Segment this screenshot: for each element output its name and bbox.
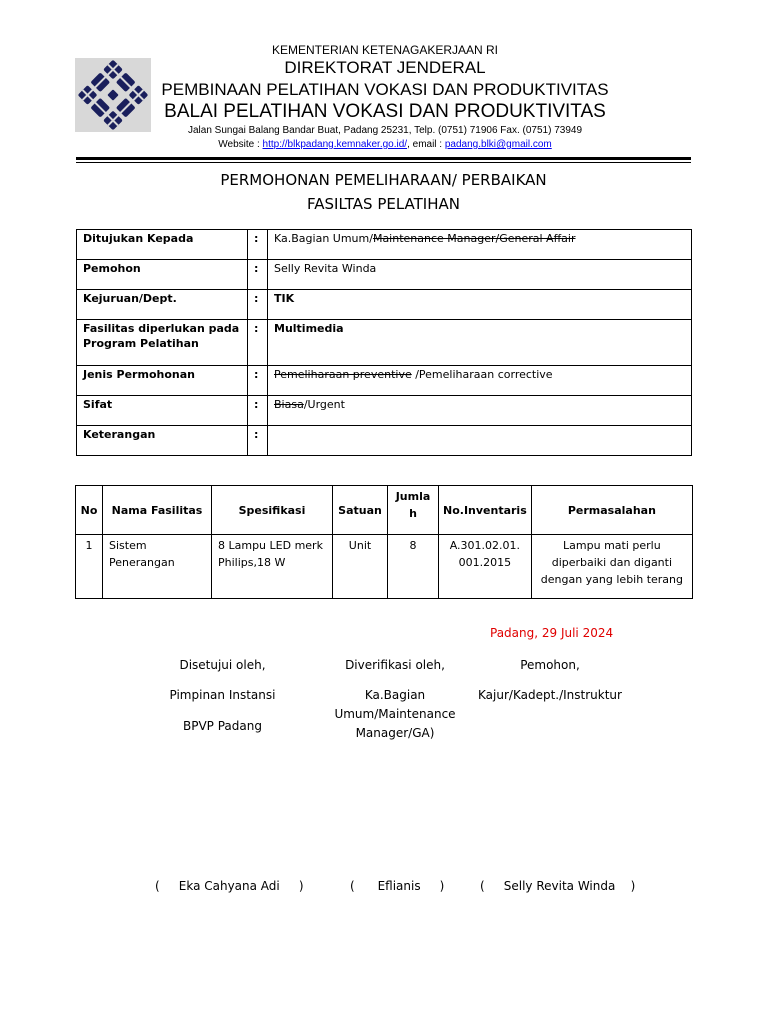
table-row [77, 230, 692, 260]
contact-line [160, 139, 610, 150]
request-info-table [76, 229, 692, 456]
cell-spesifikasi [212, 535, 333, 599]
verifier-position-line3: Manager/GA) [355, 726, 435, 740]
field-value [268, 426, 692, 456]
field-label: Kejuruan/Dept. [77, 290, 248, 320]
label-line: Program Pelatihan [83, 337, 199, 350]
applicant-block [470, 656, 630, 705]
colon: : [248, 230, 268, 260]
applicant-caption: Pemohon, [520, 658, 580, 672]
applicant-position: Kajur/Kadept./Instruktur [478, 688, 622, 702]
approver-block [150, 656, 295, 736]
colon: : [248, 320, 268, 366]
cell-jumlah: 8 [388, 535, 439, 599]
cell-line: 8 Lampu LED merk [218, 539, 323, 552]
directorate-name: DIREKTORAT JENDERAL [284, 58, 486, 77]
column-header: No [76, 486, 103, 535]
header-line: h [409, 507, 417, 520]
column-header: Satuan [333, 486, 388, 535]
struck-value-text: Maintenance Manager/General Affair [372, 232, 576, 245]
table-row [77, 320, 692, 366]
cell-line: 001.2015 [458, 556, 512, 569]
column-header [388, 486, 439, 535]
division-name: PEMBINAAN PELATIHAN VOKASI DAN PRODUKTIVITAS [161, 80, 609, 99]
cell-line: Lampu mati perlu [563, 539, 661, 552]
header-line: Jumla [395, 490, 431, 503]
struck-value-text: Biasa [274, 398, 304, 411]
cell-line: diperbaiki dan diganti [551, 556, 673, 569]
signing-date: Padang, 29 Juli 2024 [490, 626, 614, 640]
column-header: No.Inventaris [439, 486, 532, 535]
cell-line: Sistem [109, 539, 147, 552]
verifier-position: Ka.Bagian [364, 688, 426, 702]
column-header: Nama Fasilitas [103, 486, 212, 535]
table-row [77, 366, 692, 396]
cell-inventaris [439, 535, 532, 599]
table-row [77, 260, 692, 290]
column-header: Spesifikasi [212, 486, 333, 535]
cell-line: A.301.02.01. [449, 539, 521, 552]
field-value [268, 230, 692, 260]
field-value: TIK [268, 290, 692, 320]
table-header-row [76, 486, 693, 535]
column-header: Permasalahan [531, 486, 692, 535]
field-label: Ditujukan Kepada [77, 230, 248, 260]
field-label: Keterangan [77, 426, 248, 456]
label-line: Fasilitas diperlukan pada [83, 322, 240, 335]
field-label: Jenis Permohonan [77, 366, 248, 396]
website-link[interactable]: http://blkpadang.kemnaker.go.id/ [262, 139, 408, 150]
approver-caption: Disetujui oleh, [179, 658, 266, 672]
field-value [268, 396, 692, 426]
field-label: Sifat [77, 396, 248, 426]
kemnaker-logo [75, 58, 151, 132]
colon: : [248, 260, 268, 290]
verifier-caption: Diverifikasi oleh, [345, 658, 445, 672]
verifier-block [315, 656, 475, 743]
field-value: Multimedia [268, 320, 692, 366]
colon: : [248, 396, 268, 426]
email-link[interactable]: padang.blki@gmail.com [444, 139, 552, 150]
colon: : [248, 426, 268, 456]
colon: : [248, 290, 268, 320]
document-subtitle: FASILTAS PELATIHAN [307, 195, 460, 213]
value-text: /Pemeliharaan corrective [411, 368, 553, 381]
approver-unit: BPVP Padang [183, 719, 262, 733]
field-label [77, 320, 248, 366]
email-label: , email : [407, 139, 445, 150]
facilities-table [75, 485, 693, 599]
kemnaker-logo-icon [75, 58, 151, 132]
header-divider-thin [76, 162, 691, 163]
colon: : [248, 366, 268, 396]
applicant-name: ( Selly Revita Winda ) [480, 879, 636, 893]
struck-value-text: Pemeliharaan preventive [274, 368, 412, 381]
document-title: PERMOHONAN PEMELIHARAAN/ PERBAIKAN [220, 171, 547, 189]
cell-line: dengan yang lebih terang [540, 573, 683, 586]
institution-address: Jalan Sungai Balang Bandar Buat, Padang 25231, Telp. (0751) 71906 Fax. (0751) 73949 [188, 125, 582, 136]
cell-nama [103, 535, 212, 599]
table-row [77, 290, 692, 320]
cell-line: Penerangan [109, 556, 175, 569]
cell-no: 1 [76, 535, 103, 599]
approver-position: Pimpinan Instansi [169, 688, 276, 702]
website-label: Website : [218, 139, 263, 150]
verifier-position-line2: Umum/Maintenance [334, 707, 456, 721]
table-row [76, 535, 693, 599]
verifier-name: ( Eflianis ) [350, 879, 445, 893]
approver-name: ( Eka Cahyana Adi ) [155, 879, 304, 893]
cell-satuan: Unit [333, 535, 388, 599]
ministry-name: KEMENTERIAN KETENAGAKERJAAN RI [271, 43, 499, 57]
field-value [268, 366, 692, 396]
field-value: Selly Revita Winda [268, 260, 692, 290]
header-divider-thick [76, 157, 691, 160]
cell-line: Philips,18 W [218, 556, 286, 569]
institution-name: BALAI PELATIHAN VOKASI DAN PRODUKTIVITAS [164, 101, 606, 122]
table-row [77, 396, 692, 426]
table-row [77, 426, 692, 456]
field-label: Pemohon [77, 260, 248, 290]
value-text: Ka.Bagian Umum/ [274, 232, 373, 245]
cell-permasalahan [531, 535, 692, 599]
value-text: /Urgent [303, 398, 345, 411]
